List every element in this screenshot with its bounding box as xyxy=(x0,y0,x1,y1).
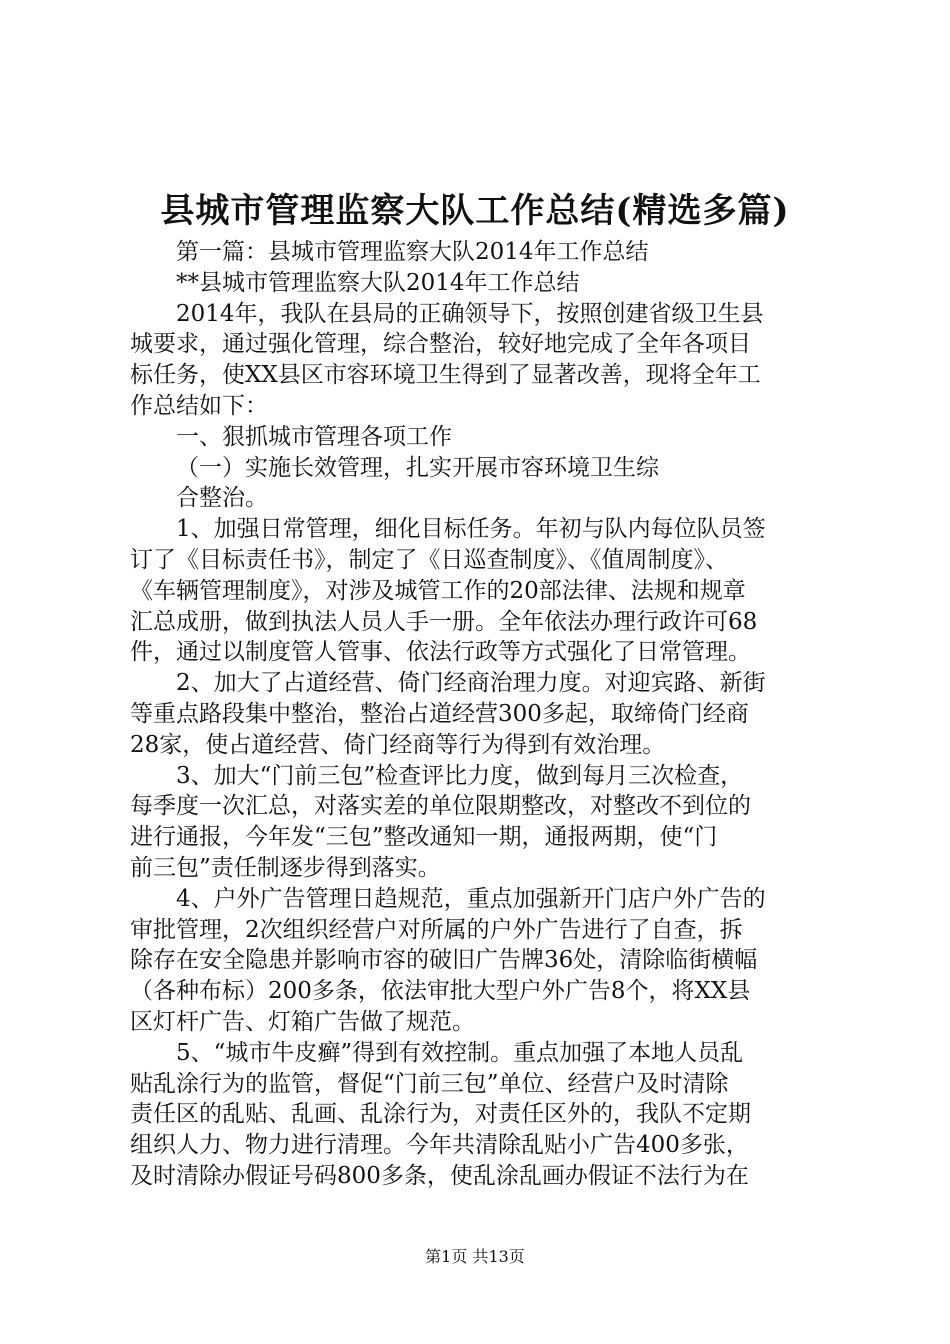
text-line: 第一篇：县城市管理监察大队2014年工作总结 xyxy=(176,239,649,265)
section-heading: 一、狠抓城市管理各项工作 xyxy=(176,423,452,450)
text-line: 组织人力、物力进行清理。今年共清除乱贴小广告400多张， xyxy=(130,1132,749,1159)
text-line: 1、加强日常管理，细化目标任务。年初与队内每位队员签 xyxy=(176,516,766,543)
text-line: 作总结如下： xyxy=(130,392,268,419)
text-line: 《车辆管理制度》，对涉及城管工作的20部法律、法规和规章 xyxy=(130,577,746,604)
text-line: **县城市管理监察大队2014年工作总结 xyxy=(176,269,580,296)
text-line: 汇总成册，做到执法人员人手一册。全年依法办理行政许可68 xyxy=(130,608,758,635)
text-line: 3、加大“门前三包”检查评比力度，做到每月三次检查， xyxy=(176,762,744,789)
text-line: 5、“城市牛皮癣”得到有效控制。重点加强了本地人员乱 xyxy=(176,1039,744,1066)
text-line: 每季度一次汇总，对落实差的单位限期整改，对整改不到位的 xyxy=(130,793,751,820)
text-line: 28家，使占道经营、倚门经商等行为得到有效治理。 xyxy=(130,731,666,758)
text-line: 审批管理，2次组织经营户对所属的户外广告进行了自查，拆 xyxy=(130,916,743,943)
text-line: 区灯杆广告、灯箱广告做了规范。 xyxy=(130,1008,475,1035)
text-line: 除存在安全隐患并影响市容的破旧广告牌36处，清除临街横幅 xyxy=(130,947,758,974)
text-line: 2、加大了占道经营、倚门经商治理力度。对迎宾路、新街 xyxy=(176,670,766,697)
subsection-heading: （一）实施长效管理，扎实开展市容环境卫生综 xyxy=(176,454,659,481)
text-line: 标任务，使XX县区市容环境卫生得到了显著改善，现将全年工 xyxy=(130,362,761,389)
text-line: 件，通过以制度管人管事、依法行政等方式强化了日常管理。 xyxy=(130,639,751,666)
text-line: 城要求，通过强化管理，综合整治，较好地完成了全年各项目 xyxy=(130,331,751,358)
text-line: 及时清除办假证号码800多条，使乱涂乱画办假证不法行为在 xyxy=(130,1162,749,1189)
text-line: 订了《目标责任书》，制定了《日巡查制度》、《值周制度》、 xyxy=(130,546,728,573)
text-line: 合整治。 xyxy=(176,485,268,512)
text-line: 前三包”责任制逐步得到落实。 xyxy=(130,854,441,881)
page-number-footer: 第1页 共13页 xyxy=(425,1247,525,1266)
document-body xyxy=(130,237,830,1192)
document-title: 县城市管理监察大队工作总结(精选多篇) xyxy=(160,191,790,231)
text-line: 进行通报，今年发“三包”整改通知一期，通报两期，使“门 xyxy=(130,824,718,851)
text-line: 2014年，我队在县局的正确领导下，按照创建省级卫生县 xyxy=(176,300,764,327)
text-line: 贴乱涂行为的监管，督促“门前三包”单位、经营户及时清除 xyxy=(130,1070,729,1097)
text-line: 责任区的乱贴、乱画、乱涂行为，对责任区外的，我队不定期 xyxy=(130,1101,751,1128)
text-line: 等重点路段集中整治，整治占道经营300多起，取缔倚门经商 xyxy=(130,700,749,727)
text-line: 4、户外广告管理日趋规范，重点加强新开门店户外广告的 xyxy=(176,885,766,912)
text-line: （各种布标）200多条，依法审批大型户外广告8个，将XX县 xyxy=(130,978,751,1005)
